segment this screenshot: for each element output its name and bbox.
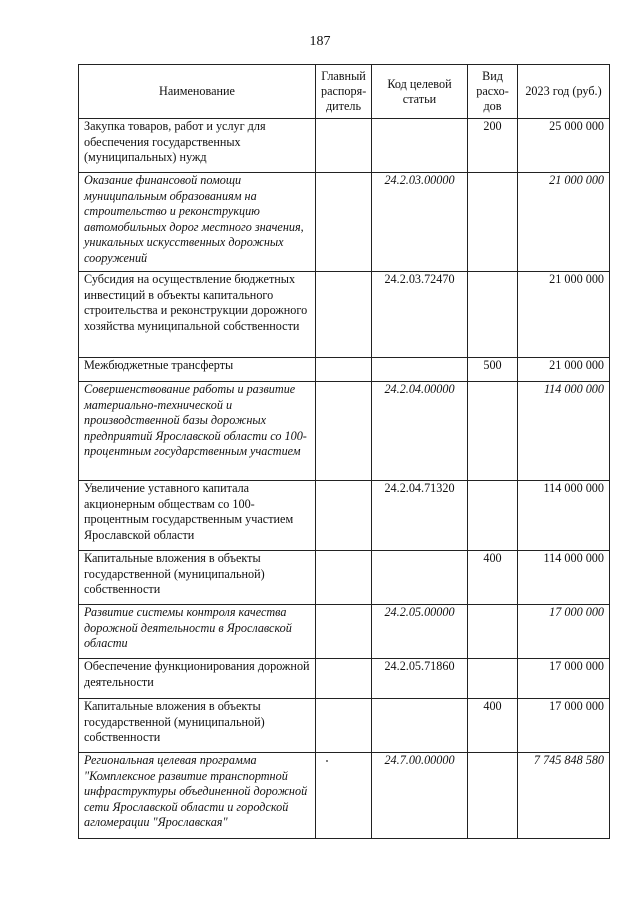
row-code: 24.7.00.00000 [372,753,468,839]
row-amount: 114 000 000 [518,551,610,605]
row-type [468,659,518,699]
budget-table [78,64,610,839]
row-admin [316,753,372,839]
row-code [372,119,468,173]
row-type [468,753,518,839]
table-row [79,659,610,699]
table-row [79,173,610,272]
row-amount: 21 000 000 [518,173,610,272]
row-name: Капитальные вложения в объекты государственной (муниципальной) собственности [79,699,316,753]
page-number: 187 [309,34,331,49]
row-code: 24.2.04.71320 [372,481,468,551]
row-type [468,272,518,358]
row-name: Увеличение уставного капитала акционерным обществам со 100-процентным государственным участием Ярославской области [79,481,316,551]
row-admin [316,481,372,551]
table-header-row [79,65,610,119]
row-type [468,382,518,481]
row-code: 24.2.03.00000 [372,173,468,272]
table-row [79,358,610,382]
row-name: Обеспечение функционирования дорожной деятельности [79,659,316,699]
row-amount: 17 000 000 [518,699,610,753]
row-amount: 114 000 000 [518,382,610,481]
row-amount: 7 745 848 580 [518,753,610,839]
row-admin [316,699,372,753]
row-code: 24.2.05.00000 [372,605,468,659]
row-admin [316,659,372,699]
row-name: Развитие системы контроля качества дорожной деятельности в Ярославской области [79,605,316,659]
row-code: 24.2.05.71860 [372,659,468,699]
row-name: Субсидия на осуществление бюджетных инвестиций в объекты капитального строительства и реконструкции дорожного хозяйства муниципальной собственности [79,272,316,358]
row-name: Оказание финансовой помощи муниципальным образованиям на строительство и реконструкцию автомобильных дорог местного значения, уникальных искусственных дорожных сооружений [79,173,316,272]
row-amount: 17 000 000 [518,659,610,699]
row-code [372,551,468,605]
row-name: Закупка товаров, работ и услуг для обеспечения государственных (муниципальных) нужд [79,119,316,173]
table-row [79,753,610,839]
row-admin [316,272,372,358]
table-row [79,382,610,481]
row-name: Капитальные вложения в объекты государственной (муниципальной) собственности [79,551,316,605]
row-admin [316,605,372,659]
row-type [468,173,518,272]
table-row [79,699,610,753]
row-type: 400 [468,699,518,753]
header-code: Код целевой статьи [372,65,468,119]
row-type [468,605,518,659]
row-name: Региональная целевая программа "Комплексное развитие транспортной инфраструктуры объединенной дорожной сети Ярославской области и городской агломерации "Ярославская" [79,753,316,839]
header-name: Наименование [79,65,316,119]
header-admin: Главный распоря-дитель [316,65,372,119]
scan-speck [326,760,328,762]
row-code: 24.2.04.00000 [372,382,468,481]
row-name: Межбюджетные трансферты [79,358,316,382]
header-type: Вид расхо-дов [468,65,518,119]
table-row [79,119,610,173]
row-admin [316,358,372,382]
row-code: 24.2.03.72470 [372,272,468,358]
row-name: Совершенствование работы и развитие материально-технической и производственной базы дорожных предприятий Ярославской области со 100-процентным государственным участием [79,382,316,481]
row-amount: 114 000 000 [518,481,610,551]
table-row [79,481,610,551]
row-admin [316,551,372,605]
row-code [372,699,468,753]
table-row [79,551,610,605]
row-admin [316,173,372,272]
header-amount: 2023 год (руб.) [518,65,610,119]
row-type [468,481,518,551]
row-code [372,358,468,382]
row-type: 200 [468,119,518,173]
table-row [79,272,610,358]
row-type: 400 [468,551,518,605]
row-amount: 21 000 000 [518,272,610,358]
table-row [79,605,610,659]
row-amount: 25 000 000 [518,119,610,173]
row-admin [316,119,372,173]
row-admin [316,382,372,481]
row-type: 500 [468,358,518,382]
row-amount: 21 000 000 [518,358,610,382]
row-amount: 17 000 000 [518,605,610,659]
